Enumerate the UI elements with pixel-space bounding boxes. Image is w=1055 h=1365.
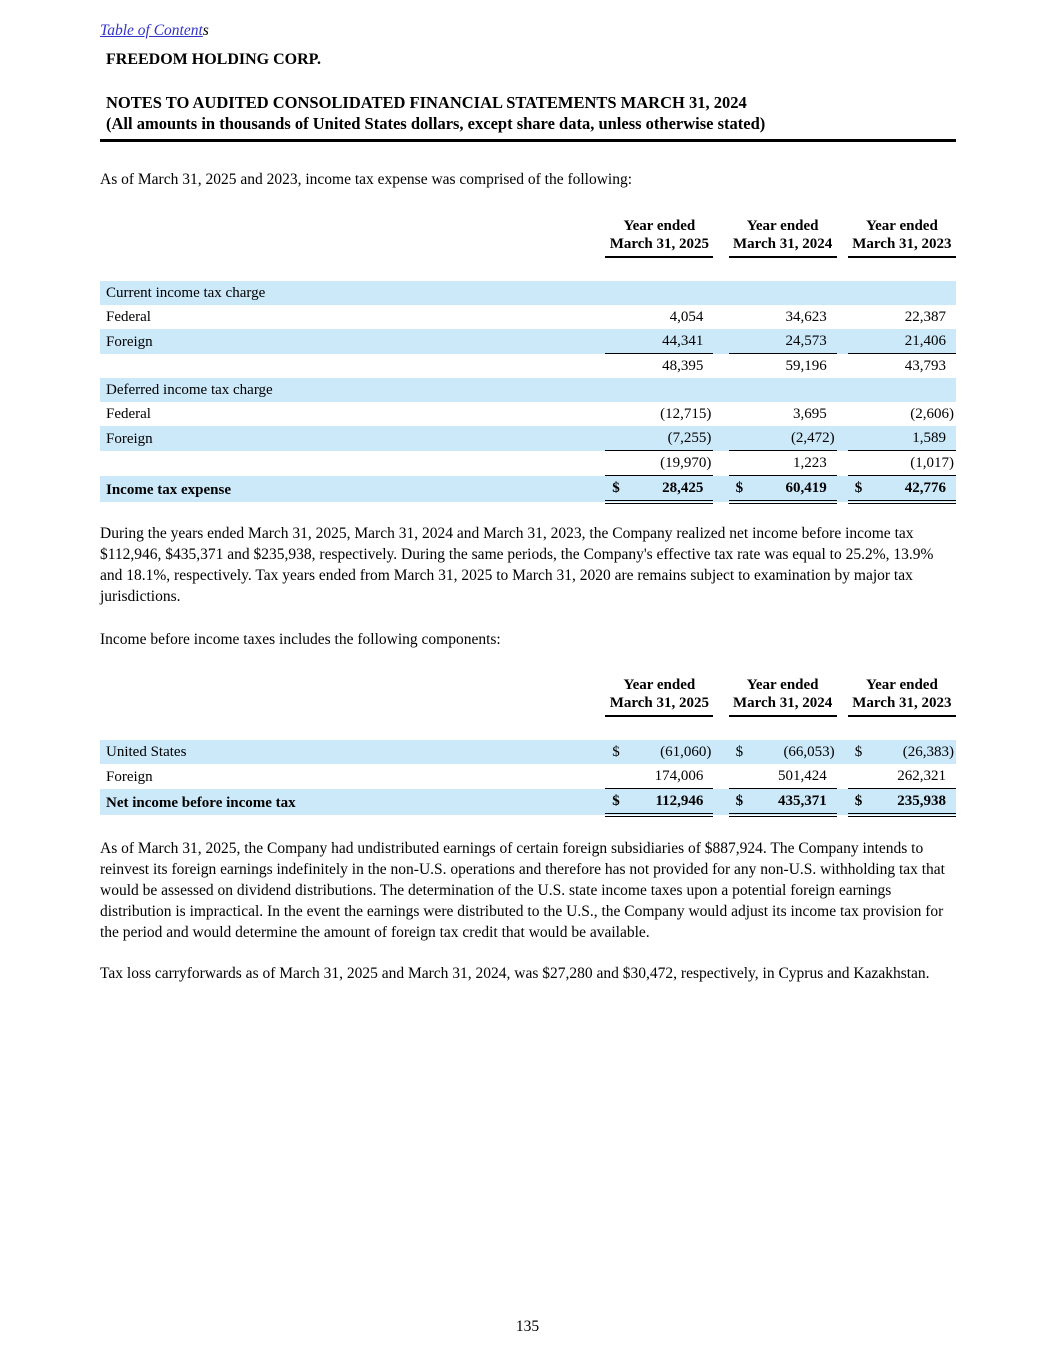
table-row-current-federal: Federal 4,054 34,623 22,387 bbox=[106, 309, 946, 325]
table-header-row bbox=[100, 217, 956, 257]
dollar-sign: $ bbox=[729, 476, 749, 503]
dollar-sign: $ bbox=[729, 740, 749, 764]
table-row-united-states: United States $ (61,060) $ (66,053) $ (26,383) bbox=[100, 740, 956, 764]
dollar-sign: $ bbox=[848, 740, 868, 764]
spacer-row bbox=[100, 257, 956, 281]
table-row-current-subtotal: 48,395 59,196 43,793 bbox=[662, 358, 946, 374]
income-before-tax-table bbox=[100, 676, 956, 817]
col-header-2024: Year ended March 31, 2024 bbox=[729, 217, 837, 257]
col-header-2024: Year ended March 31, 2024 bbox=[729, 676, 837, 716]
dollar-sign: $ bbox=[605, 476, 625, 503]
breadcrumb bbox=[100, 22, 956, 40]
table-row-current-foreign: Foreign 44,341 24,573 21,406 bbox=[100, 329, 956, 354]
income-tax-expense-table bbox=[100, 217, 956, 504]
col-header-2025: Year ended March 31, 2025 bbox=[605, 217, 713, 257]
table-row-income-tax-expense-total: Income tax expense $ 28,425 $ 60,419 $ 42,776 bbox=[100, 476, 956, 503]
table-row-deferred-section: Deferred income tax charge bbox=[100, 378, 956, 402]
col-header-2025: Year ended March 31, 2025 bbox=[605, 676, 713, 716]
document-heading bbox=[100, 92, 956, 142]
heading-title: NOTES TO AUDITED CONSOLIDATED FINANCIAL STATEMENTS MARCH 31, 2024 bbox=[106, 93, 747, 112]
table-row-deferred-federal: Federal (12,715) 3,695 (2,606) bbox=[106, 406, 954, 422]
dollar-sign: $ bbox=[729, 789, 749, 816]
carryforwards-paragraph: Tax loss carryforwards as of March 31, 2025 and March 31, 2024, was $27,280 and $30,472, respectively, in Cyprus and Kazakhstan. bbox=[100, 965, 930, 982]
dollar-sign: $ bbox=[605, 789, 625, 816]
intro-paragraph: As of March 31, 2025 and 2023, income tax expense was comprised of the following: bbox=[100, 171, 633, 188]
table-of-contents-link[interactable]: Table of Content bbox=[100, 22, 203, 39]
effective-tax-rate-paragraph: During the years ended March 31, 2025, March 31, 2024 and March 31, 2023, the Company realized net income before income tax $112,946, $435,371 and $235,938, respectively. During the same periods, the Company's effective tax rate was equal to 25.2%, 13.9% and 18.1%, respectively. Tax years ended from March 31, 2025 to March 31, 2020 are remains subject to examination by major tax jurisdictions. bbox=[100, 525, 934, 605]
components-lead-paragraph: Income before income taxes includes the following components: bbox=[100, 631, 501, 648]
dollar-sign: $ bbox=[848, 789, 868, 816]
col-header-2023: Year ended March 31, 2023 bbox=[848, 217, 956, 257]
table-row-current-section: Current income tax charge bbox=[100, 281, 956, 305]
dollar-sign: $ bbox=[605, 740, 625, 764]
table-header-row bbox=[100, 676, 956, 716]
dollar-sign: $ bbox=[848, 476, 868, 503]
spacer-row bbox=[100, 716, 956, 740]
table-row-foreign: Foreign 174,006 501,424 262,321 bbox=[100, 764, 956, 789]
toc-suffix: s bbox=[202, 22, 209, 39]
heading-subtitle: (All amounts in thousands of United States dollars, except share data, unless otherwise stated) bbox=[106, 114, 766, 133]
table-row-net-income-total: Net income before income tax $ 112,946 $ 435,371 $ 235,938 bbox=[100, 789, 956, 816]
page-number: 135 bbox=[515, 1318, 540, 1335]
company-name: FREEDOM HOLDING CORP. bbox=[106, 51, 321, 68]
undistributed-earnings-paragraph: As of March 31, 2025, the Company had undistributed earnings of certain foreign subsidiaries of $887,924. The Company intends to reinvest its foreign earnings indefinitely in the non-U.S. operations and therefore has not provided for any non-U.S. withholding tax that would be assessed on dividend distributions. The determination of the U.S. state income taxes upon a potential foreign earnings distribution is impractical. In the event the earnings were distributed to the U.S., the Company would adjust its income tax provision for the period and would determine the amount of foreign tax credit that would be available. bbox=[100, 840, 945, 941]
col-header-2023: Year ended March 31, 2023 bbox=[848, 676, 956, 716]
table-row-deferred-foreign: Foreign (7,255) (2,472) 1,589 bbox=[100, 426, 956, 451]
page-content bbox=[100, 0, 956, 984]
table-row-deferred-subtotal: (19,970) 1,223 (1,017) bbox=[100, 451, 956, 476]
